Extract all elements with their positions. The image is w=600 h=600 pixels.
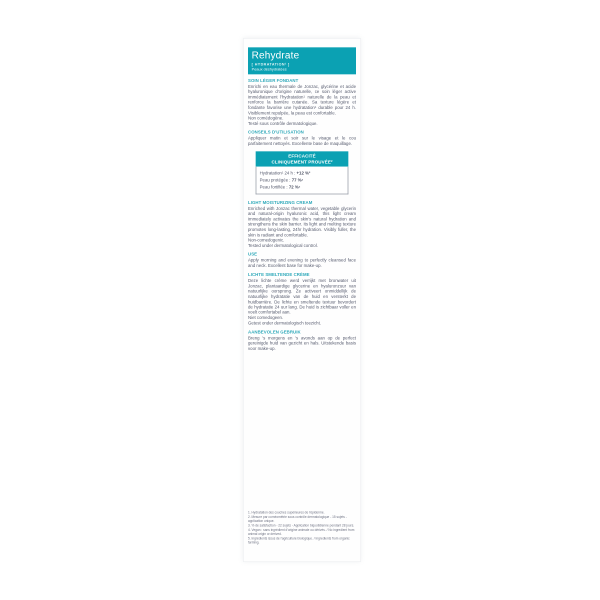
stat-fortified-value: 72 %³ bbox=[288, 184, 301, 190]
footnote-1: 1. Hydratation des couches supérieures de l'épiderme. bbox=[248, 510, 325, 515]
clinical-efficacy-box bbox=[256, 151, 349, 194]
footnote-3: 3. % de satisfaction - 22 sujets - Application biquotidienne pendant 28 jours. bbox=[248, 523, 355, 528]
footnote-5: 5. Ingrédients issus de l'agriculture biologique. / Ingredients from organic farming. bbox=[248, 536, 350, 545]
en-note-dermatological: Tested under dermatological control. bbox=[248, 242, 318, 248]
en-usage-text: Apply morning and evening to perfectly cleansed face and neck. Excellent base for make-up. bbox=[248, 257, 357, 269]
en-note-non-comedogenic: Non-comedogenic. bbox=[248, 237, 285, 243]
en-section-heading: LIGHT MOISTURIZING CREAM bbox=[248, 199, 313, 205]
fr-note-non-comedogenic: Non comédogène. bbox=[248, 115, 284, 121]
stat-fortified bbox=[260, 184, 345, 191]
en-description: Enriched with Jonzac thermal water, vegetable glycerin and natural-origin hyaluronic acid, this light cream immediately activates the skin's natural hydration and strengthens the skin barrier. Its light and melting texture promotes long-lasting, 24hr hydration. Visibly fuller, the skin is radiant and comfortable. bbox=[248, 205, 357, 238]
packaging-back-panel bbox=[243, 38, 361, 562]
stat-hydration-label: Hydratation¹ 24 h : bbox=[259, 170, 297, 176]
stat-fortified-label: Peau fortifiée : bbox=[259, 184, 289, 190]
stat-protected-value: 77 %³ bbox=[291, 177, 304, 183]
stat-hydration bbox=[260, 170, 345, 177]
stat-protected-label: Peau protégée : bbox=[259, 177, 292, 183]
nl-section-heading: LICHTE SMELTENDE CRÈME bbox=[248, 272, 310, 278]
product-title-block bbox=[248, 47, 356, 74]
fr-usage-heading: CONSEILS D'UTILISATION bbox=[248, 129, 304, 135]
footnotes-block bbox=[248, 511, 356, 546]
efficacy-stats bbox=[256, 167, 349, 194]
footnote-4: 4. Vegan : sans ingrédient d'origine animale ou dérivés. / No ingredient from animal origin or derived. bbox=[248, 528, 355, 536]
product-tagline: [ HYDRATATION¹ ] bbox=[251, 62, 290, 67]
efficacy-title-line2: CLINIQUEMENT PROUVÉE² bbox=[271, 159, 333, 165]
fr-note-dermatological: Testé sous contrôle dermatologique. bbox=[248, 120, 318, 126]
nl-usage-text: Breng 's morgens en 's avonds aan op de perfect gereinigde huid van gezicht en hals. Uitstekende basis voor make-up. bbox=[248, 335, 357, 351]
nl-note-dermatological: Getest onder dermatologisch toezicht. bbox=[248, 320, 321, 326]
stat-hydration-value: +12 %² bbox=[296, 170, 311, 176]
fr-usage-text: Appliquer matin et soir sur le visage et le cou parfaitement nettoyés. Excellente base de maquillage. bbox=[248, 135, 357, 147]
nl-description: Deze lichte crème werd verrijkt met bronwater uit Jonzac, plantaardige glycerine en hyaluronzuur van natuurlijke oorsprong. Ze activeert onmiddellijk de natuurlijke hydratatie van de huid en versterkt de huidbarrière. De lichte en smeltende textuur bevordert de hydratatie 24 uur lang. De huid is zichtbaar voller en voelt comfortabel aan. bbox=[248, 278, 357, 315]
footnote-2: 2. Mesure par cornéométrie sous contrôle dermatologique - 15 sujets - application unique. bbox=[248, 515, 347, 523]
stat-protected bbox=[260, 177, 345, 184]
efficacy-title-line1: EFFICACITÉ bbox=[288, 153, 316, 159]
fr-section-heading: SOIN LÉGER FONDANT bbox=[248, 77, 299, 83]
product-packshot bbox=[243, 38, 361, 562]
fr-description: Enrichi en eau thermale de Jonzac, glycérine et acide hyaluronique d'origine naturelle, ce soin léger active immédiatement l'hydratation¹ naturelle de la peau et renforce la barrière cutanée. Sa texture légère et fondante favorise une hydratation¹ durable pour 24 h. Visiblement repulpée, la peau est confortable. bbox=[248, 83, 357, 116]
efficacy-box-title bbox=[256, 151, 349, 166]
product-name: Rehydrate bbox=[251, 50, 300, 62]
skin-type-label: Peaux déshydratées bbox=[251, 67, 287, 72]
nl-note-non-comedogenic: Niet comedogeen. bbox=[248, 315, 284, 321]
en-usage-heading: USE bbox=[248, 251, 258, 257]
nl-usage-heading: AANBEVOLEN GEBRUIK bbox=[248, 329, 301, 335]
